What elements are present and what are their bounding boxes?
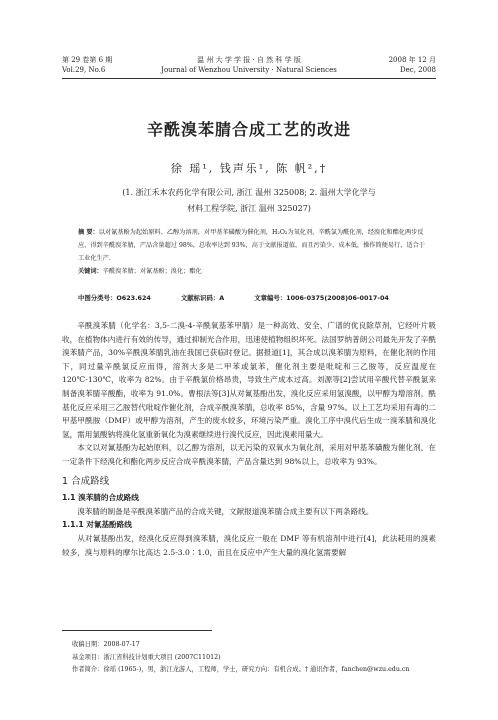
section-heading: 1 合成路线 <box>62 475 110 487</box>
body-paragraph: 辛酰溴苯腈（化学名：3,5-二溴-4-辛酰氧基苯甲腈）是一种高效、安全、广谱的优良除草剂，它经叶片吸收，在植物体内进行有效的传导，通过抑制光合作用，迅速使植物组织坏死。法国罗纳普朗公司最先开发了辛酰溴苯腈产品，30%辛酰溴苯腈乳油在我国已获临时登记。据报道[1]，其合成以溴苯腈为原料，在催化剂的作用下，同过量辛酰氯反应而得，溶剂大多是二甲苯或氯苯，催化剂主要是吡啶和三乙胺等，反应温度在 120℃-130℃，收率为 82%。由于辛酰氯价格昂贵，导致生产成本过高。刘源等[2]尝试用辛酸代替辛酰氯来制备溴苯腈辛酸酯，收率为 91.0%。曹根法等[3]从对氰基酚出发，溴化反应采用氢溴酸，以甲醇为增溶剂，酰基化反应采用三乙胺替代吡啶作催化剂，合成辛酰溴苯腈，总收率 85%，含量 97%。以上工艺均采用有毒的二甲基甲酰胺（DMF）或甲醇为溶剂，产生的废水较多，环境污染严重。溴化工序中溴代后生成一溴苯腈和溴化氢，需用氯酸钠将溴化氢重新氧化为溴素继续进行溴代反应，因此溴素用量大。 <box>62 321 436 439</box>
received-date: 收稿日期：2008-07-17 <box>72 641 140 648</box>
affiliations <box>0 185 498 217</box>
subsubsection-heading: 1.1.1 对氰基酚路线 <box>62 520 132 530</box>
body-paragraph: 本文以对氰基酚为起始原料，以乙醇为溶剂，以无污染的双氧水为氧化剂，采用对甲基苯磺酸为催化剂，在一定条件下经溴化和酯化两步反应合成辛酰溴苯腈，产品含量达到 98%以上，总收率为 93%。 <box>62 443 436 466</box>
subsection-heading: 1.1 溴苯腈的合成路线 <box>62 493 139 503</box>
abstract-text: 以对氰基酚为起始原料、乙醇为溶剂，对甲基苯磺酸为催化剂，H₂O₂为氧化剂，辛酰氯为酰化剂，经溴化和酯化两步反应，得到辛酰溴苯腈，产品含量超过 98%，总收率达到 93%，高于文献报道值，而且污染少、成本低，操作简便易行，适合于工业化生产. <box>78 229 425 262</box>
volume-en: Vol.29, No.6 <box>62 66 106 74</box>
volume-zh: 第 29 卷第 6 期 <box>62 56 113 64</box>
date-zh: 2008 年 12 月 <box>388 56 436 64</box>
running-header <box>62 55 436 75</box>
abstract-label: 摘 要： <box>78 229 99 236</box>
journal-name-zh: 温 州 大 学 学 报 · 自 然 科 学 版 <box>197 56 301 64</box>
classification-line <box>78 293 428 302</box>
abstract-block <box>78 226 428 278</box>
affiliation-line-1: (1. 浙江禾本农药化学有限公司, 浙江 温州 325008; 2. 温州大学化学与 <box>122 188 376 197</box>
author-bio: 作者简介：徐瑶 (1965-)，男，浙江龙游人，工程师，学士，研究方向：有机合成。† 通讯作者，fanchen@wzu.edu.cn <box>72 666 410 674</box>
footnote-rule <box>62 630 212 631</box>
clc-number: 中图分类号：O623.624 <box>78 294 151 302</box>
body-paragraph: 溴苯腈的制备是辛酰溴苯腈产品的合成关键，文献报道溴苯腈合成主要有以下两条路线。 <box>77 506 374 516</box>
paper-title: 辛酰溴苯腈合成工艺的改进 <box>146 120 351 139</box>
body-paragraph: 从对氰基酚出发，经溴化反应得到溴苯腈，溴化反应一般在 DMF 等有机溶剂中进行[4]，此法耗用的溴素较多，溴与原料的摩尔比高达 2.5-3.0∶1.0，而且在反应中产生大量的溴化氢需要解 <box>62 533 436 557</box>
keywords-text: 辛酰溴苯腈；对氰基酚；溴化；酯化 <box>102 268 202 275</box>
main-body <box>62 319 436 559</box>
footnotes <box>72 639 436 677</box>
keywords-label: 关键词： <box>78 268 103 275</box>
date-en: Dec, 2008 <box>400 66 436 74</box>
header-rule <box>62 78 436 79</box>
author-list: 徐 瑶¹, 钱声乐¹, 陈 帆²,† <box>170 162 328 175</box>
affiliation-line-2: 材料工程学院, 浙江 温州 325027) <box>187 204 311 213</box>
fund-info: 基金项目：浙江省科技计划重大项目 (2007C11012) <box>72 653 221 661</box>
article-number: 文章编号：1006-0375(2008)06-0017-04 <box>254 294 389 302</box>
journal-name-en: Journal of Wenzhou University · Natural Sciences <box>161 66 337 74</box>
document-code: 文献标识码：A <box>180 294 225 302</box>
